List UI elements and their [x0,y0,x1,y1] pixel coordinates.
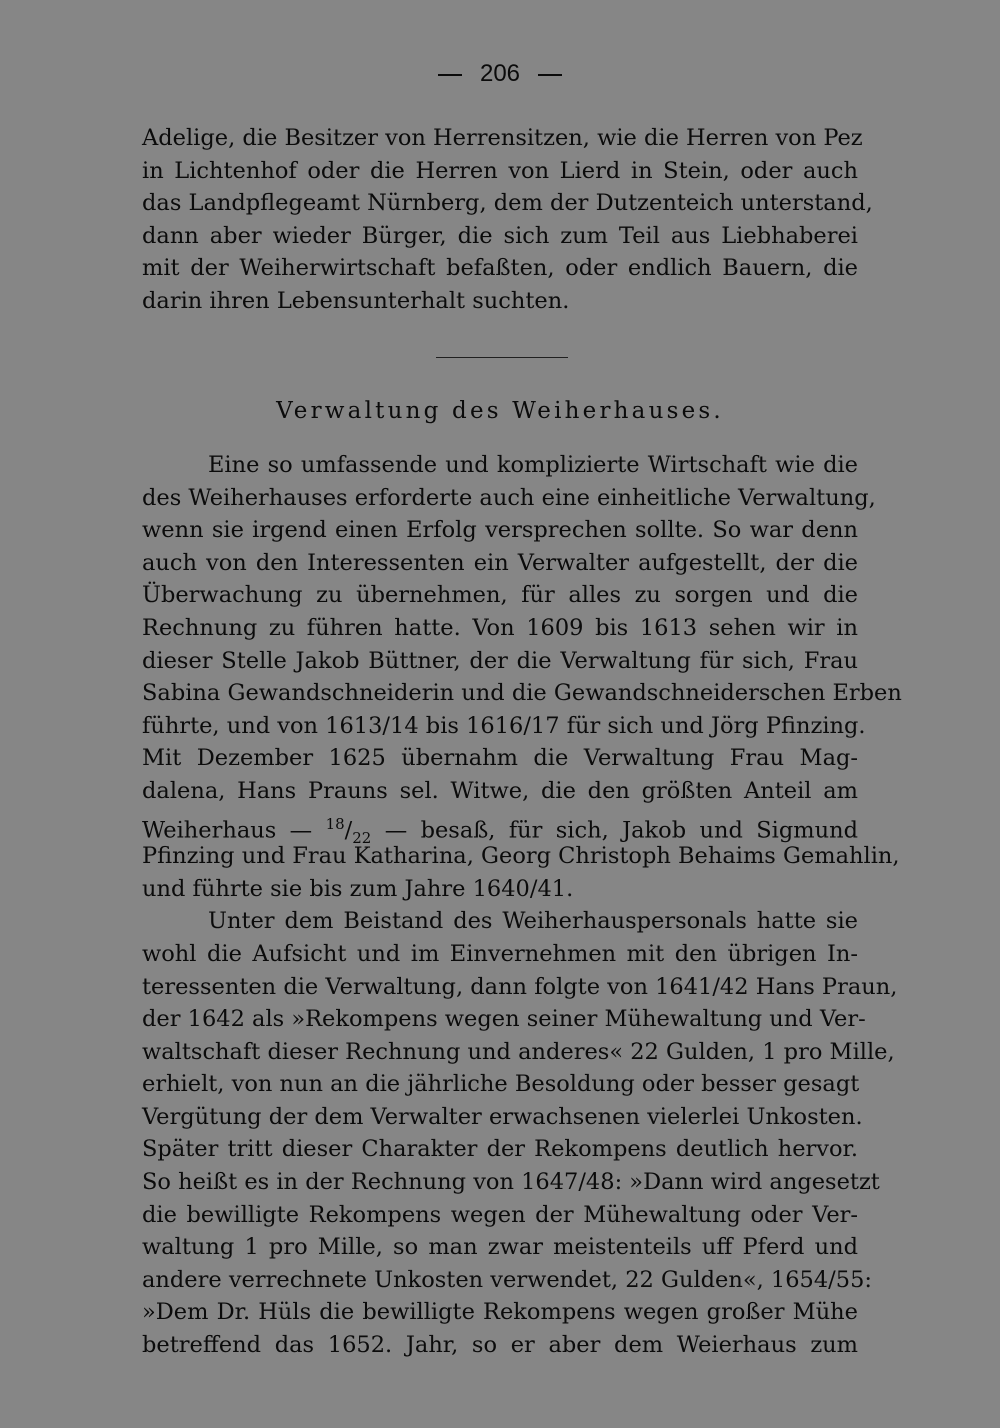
text-line: wenn sie irgend einen Erfolg versprechen sollte. So war denn [142,517,858,544]
text-line: darin ihren Lebensunterhalt suchten. [142,287,570,314]
page-number: 206 [479,60,521,87]
text-line: So heißt es in der Rechnung von 1647/48: »Dann wird angesetzt [142,1169,880,1196]
text-line: Sabina Gewandschneiderin und die Gewandschneiderschen Erben [142,680,902,707]
page-header [0,60,1000,88]
section-separator [436,357,568,358]
text-line: Adelige, die Besitzer von Herrensitzen, wie die Herren von Pez [142,125,863,151]
text-line: dalena, Hans Prauns sel. Witwe, die den größten Anteil am [142,777,858,804]
text-line-with-fraction: Weiherhaus — $^{18}/_{22}$ — besaß, für sich, Jakob und Sigmund [142,814,858,847]
text-line: teressenten die Verwaltung, dann folgte von 1641/42 Hans Praun, [142,973,898,1000]
text-line: »Dem Dr. Hüls die bewilligte Rekompens wegen großer Mühe [142,1299,858,1326]
fraction-line-after: — besaß, für sich, Jakob und Sigmund [384,817,858,844]
text-line: Rechnung zu führen hatte. Von 1609 bis 1613 sehen wir in [142,614,858,641]
text-line: Unter dem Beistand des Weiherhauspersonals hatte sie [208,908,858,935]
text-line: die bewilligte Rekompens wegen der Mühewaltung oder Ver- [142,1201,858,1228]
main-paragraphs [142,449,902,1362]
text-line: in Lichtenhof oder die Herren von Lierd in Stein, oder auch [142,157,858,184]
text-line: dieser Stelle Jakob Büttner, der die Verwaltung für sich, Frau [142,647,858,674]
text-line: waltung 1 pro Mille, so man zwar meistenteils uff Pferd und [142,1234,858,1261]
text-line: Vergütung der dem Verwalter erwachsenen vielerlei Unkosten. [142,1103,863,1130]
text-line: erhielt, von nun an die jährliche Besoldung oder besser gesagt [142,1071,860,1098]
text-line: des Weiherhauses erforderte auch eine einheitliche Verwaltung, [142,484,876,511]
text-line: Überwachung zu übernehmen, für alles zu sorgen und die [142,582,858,609]
text-line: Eine so umfassende und komplizierte Wirtschaft wie die [208,452,858,478]
header-dash-left [438,74,462,76]
text-line: andere verrechnete Unkosten verwendet, 22 Gulden«, 1654/55: [142,1266,872,1293]
text-line: betreffend das 1652. Jahr, so er aber dem Weierhaus zum [142,1332,858,1359]
fraction-numerator: 18 [325,814,345,833]
text-line: dann aber wieder Bürger, die sich zum Teil aus Liebhaberei [142,222,858,249]
text-line: der 1642 als »Rekompens wegen seiner Mühewaltung und Ver- [142,1006,866,1033]
text-line: und führte sie bis zum Jahre 1640/41. [142,875,574,902]
section-heading: Verwaltung des Weiherhauses. [276,398,724,424]
text-line: waltschaft dieser Rechnung und anderes« 22 Gulden, 1 pro Mille, [142,1038,895,1065]
text-line: das Landpflegeamt Nürnberg, dem der Dutzenteich unterstand, [142,190,873,217]
fraction-line-before: Weiherhaus — [142,817,313,844]
text-line: Pfinzing und Frau Katharina, Georg Christoph Behaims Gemahlin, [142,843,900,870]
text-line: führte, und von 1613/14 bis 1616/17 für sich und Jörg Pfinzing. [142,712,866,739]
text-line: wohl die Aufsicht und im Einvernehmen mit den übrigen In- [142,940,858,967]
text-line: mit der Weiherwirtschaft befaßten, oder endlich Bauern, die [142,255,858,282]
text-line: Mit Dezember 1625 übernahm die Verwaltung Frau Mag- [142,745,858,772]
text-line: Später tritt dieser Charakter der Rekompens deutlich hervor. [142,1136,858,1163]
intro-paragraph [142,122,873,318]
header-dash-right [538,74,562,76]
fraction-denominator: 22 [352,828,372,847]
text-line: auch von den Interessenten ein Verwalter aufgestellt, der die [142,549,858,576]
